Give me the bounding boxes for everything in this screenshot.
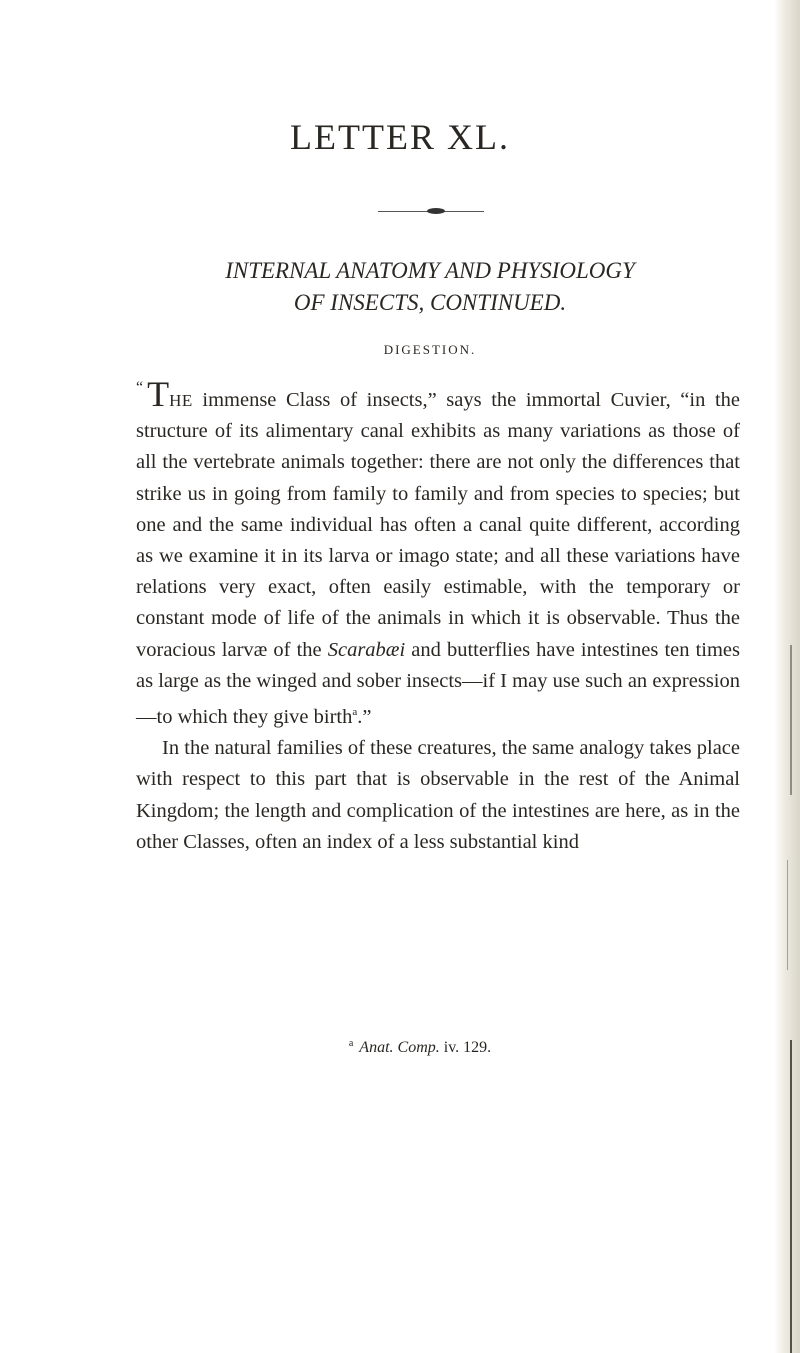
- ornamental-rule-center: [427, 208, 445, 214]
- paragraph-1-text-b: and butterflies have intestines ten times as large as the winged and sober insects—if I may use such an expression—to which they give birth: [136, 638, 740, 729]
- letter-heading: LETTER XL.: [290, 117, 510, 157]
- body-text: [136, 372, 740, 858]
- footnote-reference: a: [352, 706, 358, 719]
- footnote-mark: a: [348, 1038, 354, 1049]
- paragraph-1: [136, 372, 740, 733]
- drop-cap: T: [147, 374, 170, 414]
- footnote-source: Anat. Comp.: [359, 1039, 440, 1056]
- section-heading: DIGESTION.: [383, 342, 477, 357]
- page-edge-mark: [787, 860, 788, 970]
- paragraph-1-text-c: .”: [357, 706, 372, 729]
- footnote: [0, 1038, 800, 1057]
- drop-cap-rest: HE: [169, 391, 193, 410]
- open-quote: “: [136, 379, 144, 396]
- page-edge-mark: [790, 1040, 792, 1353]
- paragraph-2: In the natural families of these creatures, the same analogy takes place with respect to this part that is observable in the rest of the Animal Kingdom; the length and complication of the intestines are here, as in the other Classes, often an index of a less substantial kind: [136, 737, 740, 853]
- page-edge-mark: [790, 645, 792, 795]
- chapter-title-line2: OF INSECTS, CONTINUED.: [293, 290, 567, 315]
- footnote-ref: iv. 129.: [439, 1039, 492, 1056]
- italic-term: Scarabæi: [327, 638, 406, 661]
- page-edge-shadow: [774, 0, 800, 1353]
- chapter-title: [120, 255, 740, 319]
- paragraph-1-text-a: immense Class of insects,” says the immortal Cuvier, “in the structure of its alimentary canal exhibits as many variations as those of all the vertebrate animals together: there are not only the differences that strike us in going from family to family and from species to species; but one and the same individual has often a canal quite different, according as we examine it in its larva or imago state; and all these variations have relations very exact, often easily estimable, with the temporary or constant mode of life of the animals in which it is observable. Thus the voracious larvæ of the: [136, 389, 740, 661]
- chapter-title-line1: INTERNAL ANATOMY AND PHYSIOLOGY: [225, 258, 635, 283]
